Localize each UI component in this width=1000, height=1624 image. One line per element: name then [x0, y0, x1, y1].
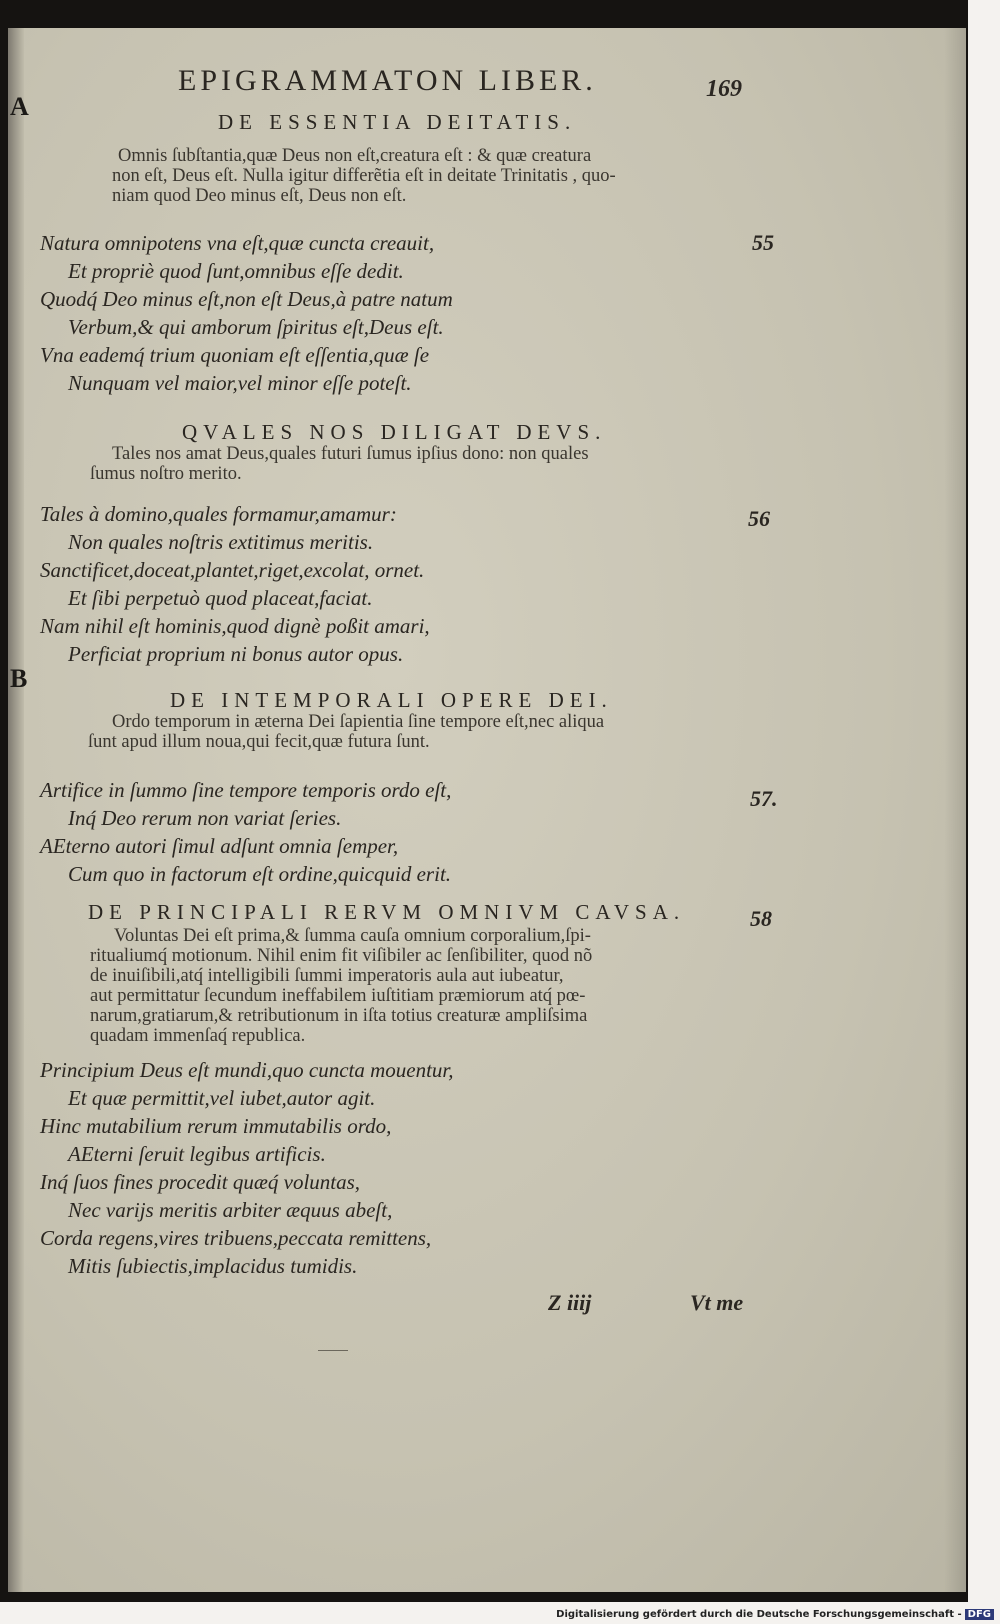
verse-line: Tales à domino,quales formamur,amamur:: [40, 502, 397, 526]
section-heading: DE INTEMPORALI OPERE DEI.: [170, 688, 613, 712]
section-prose: [90, 444, 589, 484]
prose-line: ſumus noſtro merito.: [90, 464, 242, 484]
prose-line: Tales nos amat Deus,quales futuri ſumus ipſius dono: non quales: [112, 444, 589, 464]
catchword: Vt me: [690, 1290, 744, 1315]
running-head: EPIGRAMMATON LIBER.: [178, 64, 597, 97]
epigram-number: 56: [748, 506, 770, 531]
page-edge-shadow: [944, 28, 966, 1592]
section-heading: DE ESSENTIA DEITATIS.: [218, 110, 577, 134]
prose-line: narum,gratiarum,& retributionum in iſta totius creaturæ ampliſsima: [90, 1006, 588, 1026]
verse-line: Perficiat proprium ni bonus autor opus.: [68, 642, 404, 666]
footer-text: Digitalisierung gefördert durch die Deutsche Forschungsgemeinschaft -: [556, 1609, 962, 1620]
verse-line: Nec varijs meritis arbiter æquus abeſt,: [68, 1198, 393, 1222]
verse-line: Non quales noſtris extitimus meritis.: [68, 530, 374, 554]
verse-line: AEterno autori ſimul adſunt omnia ſemper,: [40, 834, 399, 858]
margin-letter-b: B: [10, 664, 28, 693]
verse-line: Et ſibi perpetuò quod placeat,faciat.: [68, 586, 373, 610]
dfg-logo: DFG: [965, 1609, 994, 1620]
verse-line: AEterni ſeruit legibus artificis.: [68, 1142, 326, 1166]
verse-line: Nunquam vel maior,vel minor eſſe poteſt.: [68, 371, 412, 395]
verse-line: Et quæ permittit,vel iubet,autor agit.: [68, 1086, 376, 1110]
prose-line: niam quod Deo minus eſt, Deus non eſt.: [112, 186, 407, 206]
verse-line: Nam nihil eſt hominis,quod dignè poßit amari,: [40, 614, 430, 638]
epigram-number: 55: [752, 230, 774, 255]
section-prose: [88, 712, 604, 752]
signature-mark: Z iiij: [548, 1290, 592, 1315]
ink-mark: [318, 1350, 348, 1351]
book-page: [8, 28, 966, 1592]
prose-line: de inuiſibili,atq́ intelligibili ſummi imperatoris aula aut iubeatur,: [90, 966, 564, 986]
verse-line: Hinc mutabilium rerum immutabilis ordo,: [40, 1114, 392, 1138]
prose-line: Ordo temporum in æterna Dei ſapientia ſine tempore eſt,nec aliqua: [112, 712, 605, 732]
prose-line: Voluntas Dei eſt prima,& ſumma cauſa omnium corporalium,ſpi-: [114, 926, 591, 946]
verse-line: Verbum,& qui amborum ſpiritus eſt,Deus eſt.: [68, 315, 444, 339]
verse-line: Quodq́ Deo minus eſt,non eſt Deus,à patre natum: [40, 287, 453, 311]
folio-number: 169: [706, 76, 742, 102]
verse-line: Vna eademq́ trium quoniam eſt eſſentia,quæ ſe: [40, 343, 430, 367]
prose-line: ritualiumq́ motionum. Nihil enim fit viſibiler ac ſenſibiliter, quod nõ: [90, 946, 593, 966]
epigram-number: 57.: [750, 786, 778, 811]
verse-line: Natura omnipotens vna eſt,quæ cuncta creauit,: [40, 231, 435, 255]
verse-line: Corda regens,vires tribuens,peccata remittens,: [40, 1226, 432, 1250]
section-prose: [90, 926, 592, 1046]
verse-line: Inq́ Deo rerum non variat ſeries.: [68, 806, 342, 830]
verse-line: Cum quo in factorum eſt ordine,quicquid erit.: [68, 862, 452, 886]
verse-line: Inq́ ſuos fines procedit quæq́ voluntas,: [40, 1170, 361, 1194]
section-heading: DE PRINCIPALI RERVM OMNIVM CAVSA.: [88, 900, 686, 924]
digitization-footer: [556, 1609, 994, 1620]
verse-line: Et propriè quod ſunt,omnibus eſſe dedit.: [68, 259, 404, 283]
section-prose: [112, 146, 616, 206]
section-heading: QVALES NOS DILIGAT DEVS.: [182, 420, 607, 444]
prose-line: aut permittatur ſecundum ineffabilem iuſtitiam præmiorum atq́ pœ-: [90, 986, 586, 1006]
verse-line: Principium Deus eſt mundi,quo cuncta mouentur,: [40, 1058, 454, 1082]
prose-line: Omnis ſubſtantia,quæ Deus non eſt,creatura eſt : & quæ creatura: [118, 146, 592, 166]
prose-line: quadam immenſaq́ republica.: [90, 1026, 306, 1046]
margin-letter-a: A: [10, 92, 29, 121]
prose-line: ſunt apud illum noua,qui fecit,quæ futura ſunt.: [88, 732, 430, 752]
epigram-number: 58: [750, 906, 772, 931]
verse-line: Sanctificet,doceat,plantet,riget,excolat, ornet.: [40, 558, 425, 582]
verse-line: Mitis ſubiectis,implacidus tumidis.: [68, 1254, 358, 1278]
verse-line: Artifice in ſummo ſine tempore temporis ordo eſt,: [40, 778, 452, 802]
page-gutter: [8, 28, 24, 1592]
prose-line: non eſt, Deus eſt. Nulla igitur differẽtia eſt in deitate Trinitatis , quo-: [112, 166, 616, 186]
